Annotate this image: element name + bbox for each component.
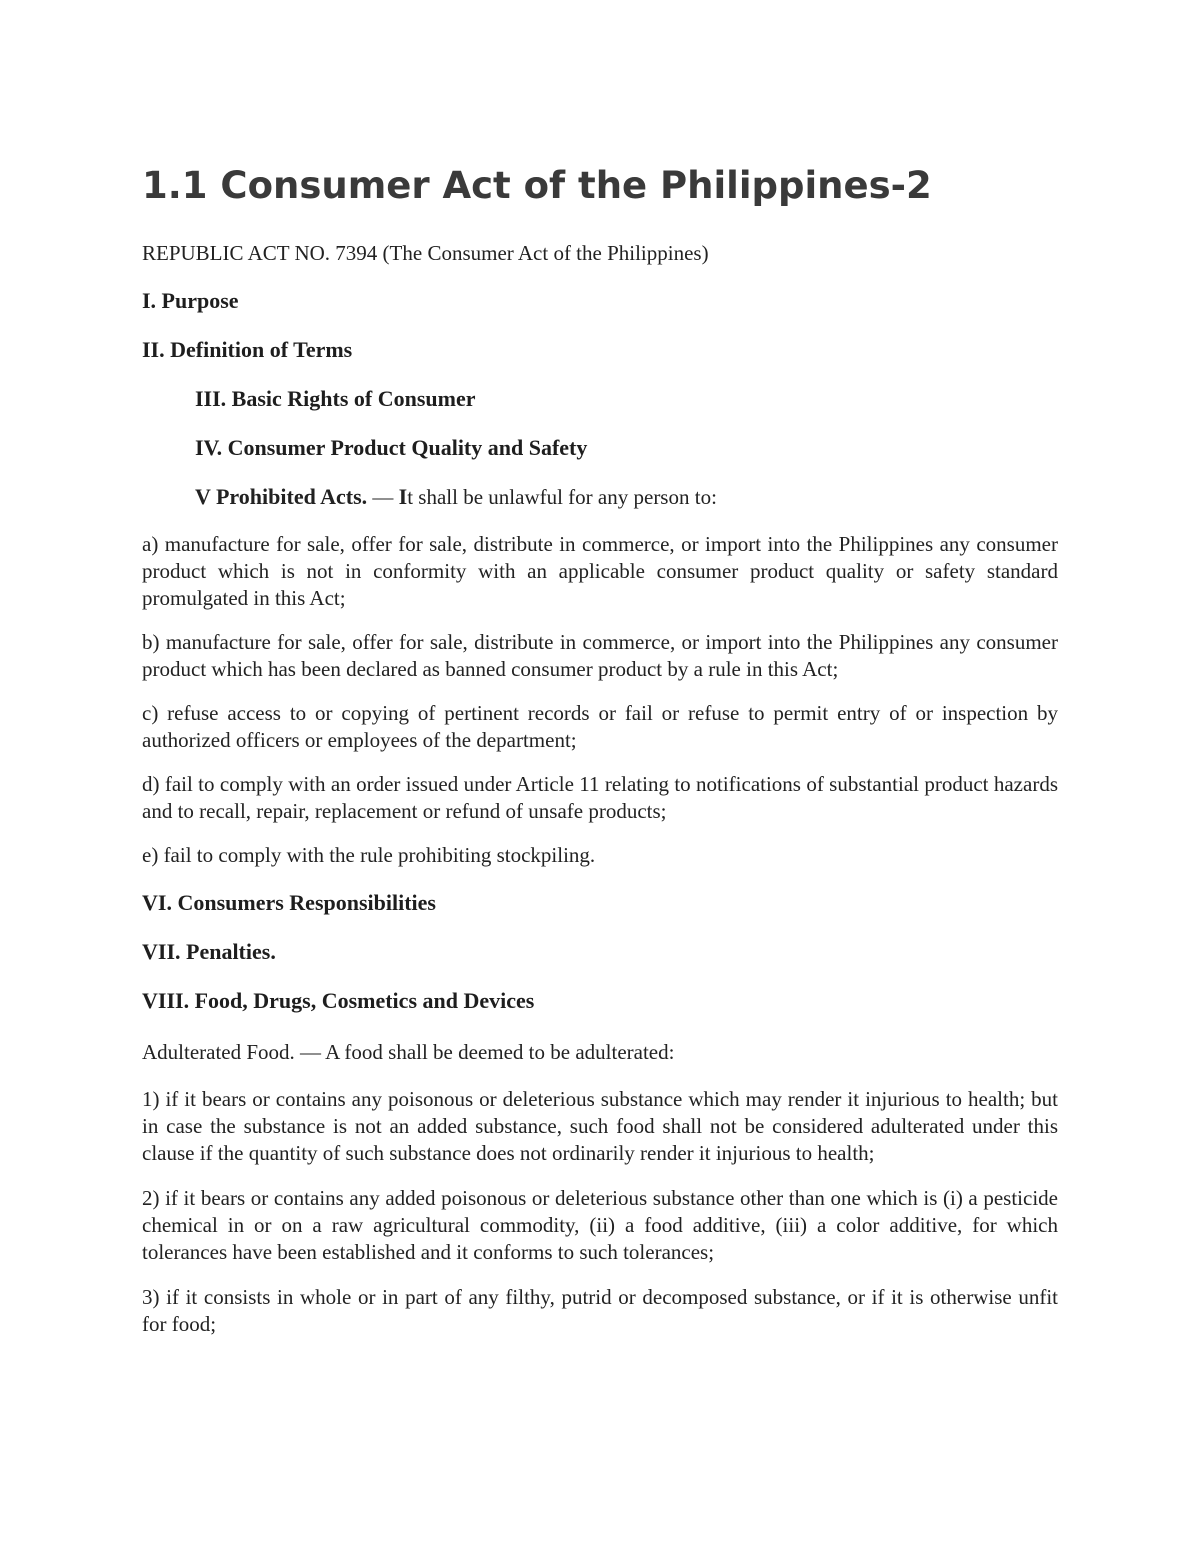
prohibited-acts-lead-letter: I: [398, 484, 408, 509]
heading-purpose: I. Purpose: [142, 288, 239, 313]
prohibited-acts-line: [142, 483, 1058, 511]
heading-basic-rights: III. Basic Rights of Consumer: [195, 386, 476, 411]
heading-definition-of-terms: II. Definition of Terms: [142, 337, 353, 362]
prohibited-item-c: c) refuse access to or copying of pertinent records or fail or refuse to permit entry of or inspection by authorized officers or employees of the department;: [142, 701, 1058, 752]
document-title: 1.1 Consumer Act of the Philippines-2: [142, 164, 932, 207]
heading-consumer-responsibilities: VI. Consumers Responsibilities: [142, 890, 436, 915]
prohibited-acts-dash: —: [367, 485, 399, 509]
adulterated-item-1: 1) if it bears or contains any poisonous or deleterious substance which may render it injurious to health; but in case the substance is not an added substance, such food shall not be considered adulterated under this clause if the quantity of such substance does not ordinarily render it injurious to health;: [142, 1087, 1058, 1165]
prohibited-item-b: b) manufacture for sale, offer for sale, distribute in commerce, or import into the Philippines any consumer product which has been declared as banned consumer product by a rule in this Act;: [142, 630, 1058, 681]
prohibited-item-a: a) manufacture for sale, offer for sale, distribute in commerce, or import into the Philippines any consumer product which is not in conformity with an applicable consumer product quality or safety standard promulgated in this Act;: [142, 532, 1058, 610]
document-page: [142, 140, 1058, 1356]
prohibited-acts-text: t shall be unlawful for any person to:: [407, 485, 717, 509]
adulterated-item-2: 2) if it bears or contains any added poisonous or deleterious substance other than one which is (i) a pesticide chemical in or on a raw agricultural commodity, (ii) a food additive, (iii) a color additive, for which tolerances have been established and it conforms to such tolerances;: [142, 1186, 1058, 1264]
heading-product-quality: IV. Consumer Product Quality and Safety: [195, 435, 588, 460]
heading-food-drugs: VIII. Food, Drugs, Cosmetics and Devices: [142, 988, 535, 1013]
prohibited-acts-label: V Prohibited Acts.: [195, 484, 368, 509]
adulterated-food-intro: Adulterated Food. — A food shall be deemed to be adulterated:: [142, 1040, 675, 1064]
document-subtitle: REPUBLIC ACT NO. 7394 (The Consumer Act of the Philippines): [142, 241, 709, 265]
prohibited-item-e: e) fail to comply with the rule prohibiting stockpiling.: [142, 843, 596, 867]
adulterated-item-3: 3) if it consists in whole or in part of any filthy, putrid or decomposed substance, or if it is otherwise unfit for food;: [142, 1285, 1058, 1336]
heading-penalties: VII. Penalties.: [142, 939, 276, 964]
prohibited-item-d: d) fail to comply with an order issued under Article 11 relating to notifications of substantial product hazards and to recall, repair, replacement or refund of unsafe products;: [142, 772, 1058, 823]
